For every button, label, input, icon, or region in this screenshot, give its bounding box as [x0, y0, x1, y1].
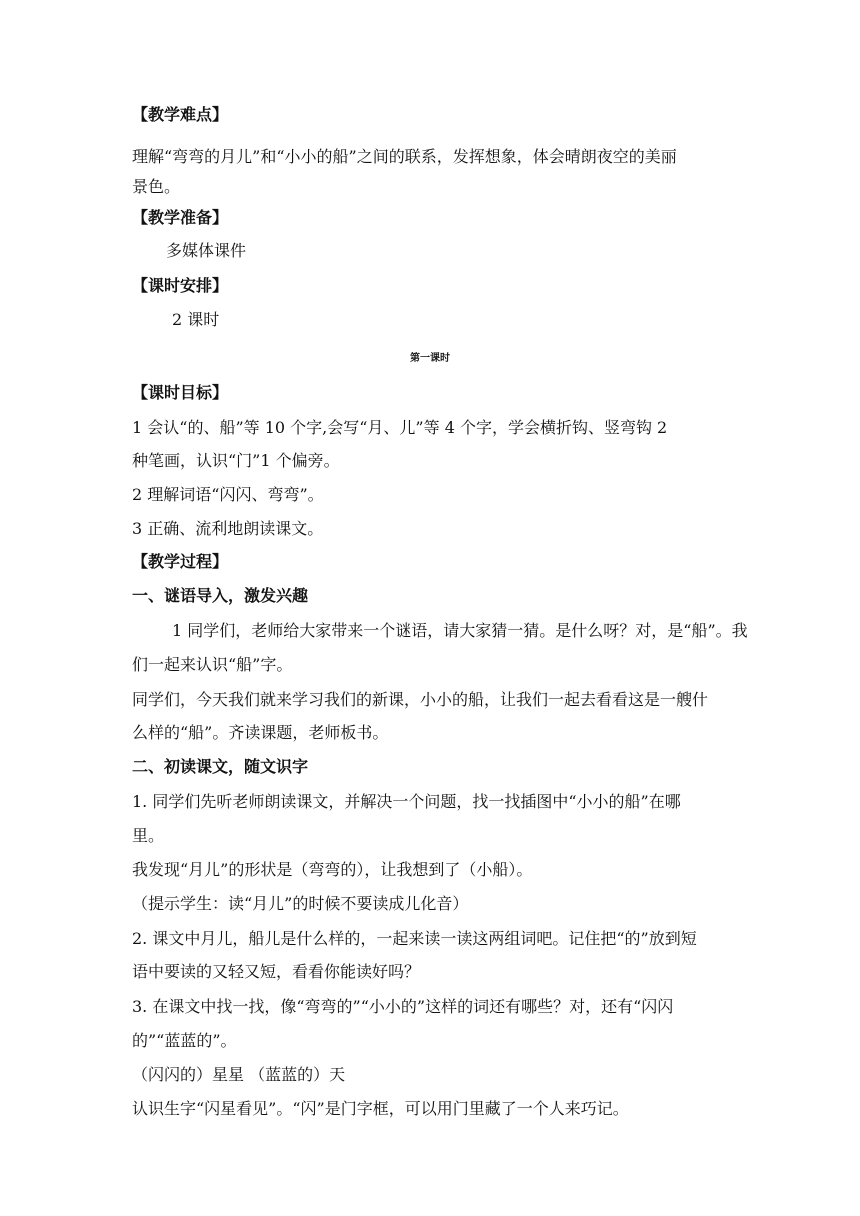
- difficulty-text-line2: 景色。: [132, 177, 181, 196]
- section-2-para5-line1: 3. 在课文中找一找，像“弯弯的”“小小的”这样的词还有哪些？对，还有“闪闪: [132, 997, 674, 1016]
- goal-3: 3 正确、流利地朗读课文。: [132, 519, 324, 538]
- section-1-para2-line1: 同学们，今天我们就来学习我们的新课，小小的船，让我们一起去看看这是一艘什: [132, 690, 709, 709]
- prep-heading: 【教学准备】: [132, 208, 229, 227]
- schedule-text: 2 课时: [172, 310, 220, 329]
- section-2-para3: （提示学生：读“月儿”的时候不要读成儿化音）: [132, 894, 469, 913]
- section-1-para1-line2: 们一起来认识“船”字。: [132, 655, 293, 674]
- section-2-para4-line1: 2. 课文中月儿，船儿是什么样的，一起来读一读这两组词吧。记住把“的”放到短: [132, 929, 697, 948]
- section-1-para2-line2: 么样的“船”。齐读课题，老师板书。: [132, 723, 389, 742]
- section-2-para6: （闪闪的）星星 （蓝蓝的）天: [132, 1065, 346, 1084]
- section-1-para1-line1: 1 同学们，老师给大家带来一个谜语，请大家猜一猜。是什么呀？对，是“船”。我: [172, 621, 748, 640]
- section-2-title: 二、初读课文，随文识字: [132, 757, 309, 776]
- lesson-title: 第一课时: [410, 353, 450, 364]
- goal-2: 2 理解词语“闪闪、弯弯”。: [132, 485, 324, 504]
- process-heading: 【教学过程】: [132, 552, 229, 571]
- difficulty-text-line1: 理解“弯弯的月儿”和“小小的船”之间的联系，发挥想象，体会晴朗夜空的美丽: [132, 147, 677, 166]
- schedule-heading: 【课时安排】: [132, 276, 229, 295]
- section-2-para4-line2: 语中要读的又轻又短，看看你能读好吗？: [132, 962, 421, 981]
- section-2-para5-line2: 的”“蓝蓝的”。: [132, 1031, 237, 1050]
- prep-text: 多媒体课件: [166, 241, 247, 260]
- difficulty-heading: 【教学难点】: [132, 105, 229, 124]
- section-2-para1-line1: 1. 同学们先听老师朗读课文，并解决一个问题，找一找插图中“小小的船”在哪: [132, 792, 681, 811]
- section-1-title: 一、谜语导入，激发兴趣: [132, 586, 309, 605]
- goal-1-line2: 种笔画，认识“门”1 个偏旁。: [132, 451, 340, 470]
- section-2-para1-line2: 里。: [132, 826, 165, 845]
- section-2-para2: 我发现“月儿”的形状是（弯弯的），让我想到了（小船）。: [132, 860, 533, 879]
- section-2-para7: 认识生字“闪星看见”。“闪”是门字框，可以用门里藏了一个人来巧记。: [132, 1099, 629, 1118]
- goals-heading: 【课时目标】: [132, 383, 229, 402]
- goal-1-line1: 1 会认“的、船”等 10 个字,会写“月、儿”等 4 个字，学会横折钩、竖弯钩 2: [132, 418, 668, 437]
